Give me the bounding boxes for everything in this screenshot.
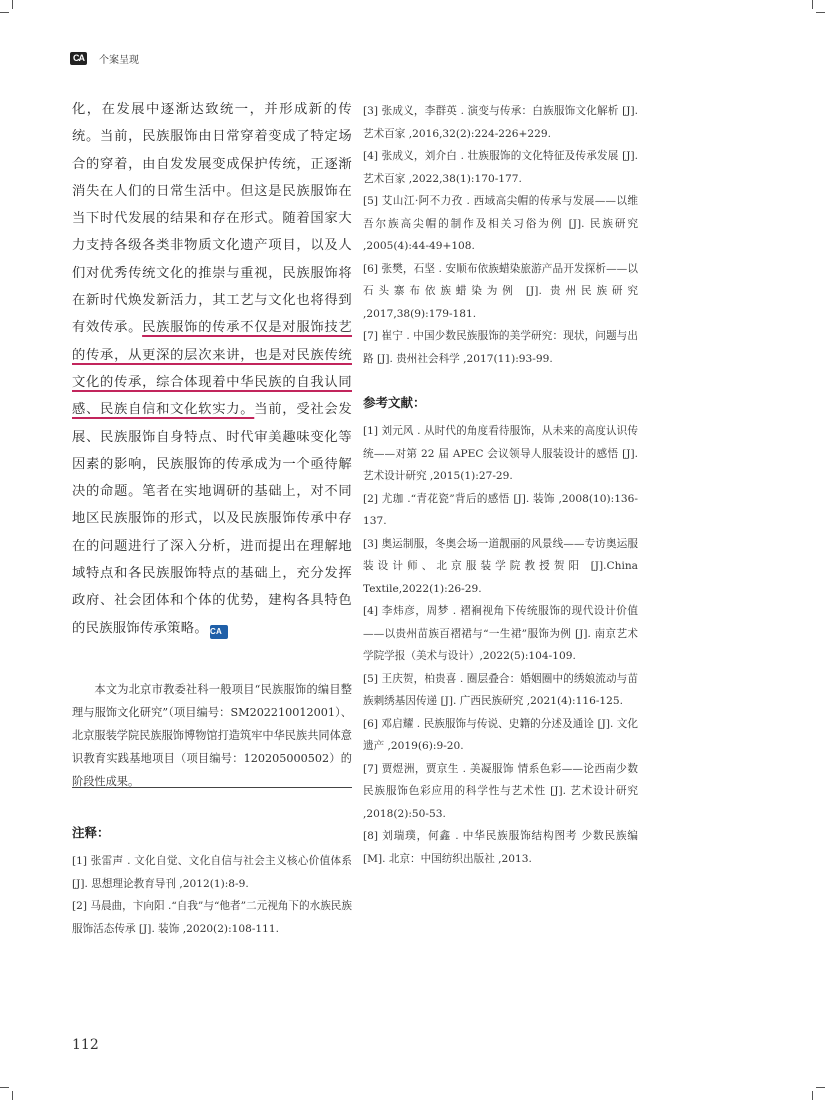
body-text: 当前，受社会发展、民族服饰自身特点、时代审美趣味变化等因素的影响，民族服饰的传承成为一个亟待解决的命题。笔者在实地调研的基础上，对不同地区民族服饰的形式，以及民族服饰传承中存在的问题进行了深入分析，进而提出在理解地域特点和各民族服饰特点的基础上，充分发挥政府、社会团体和个体的优势，建构各具特色的民族服饰传承策略。 xyxy=(72,402,352,636)
reference-item: [1] 刘元风 . 从时代的角度看待服饰，从未来的高度认识传统——对第 22 届 APEC 会议领导人服装设计的感悟 [J]. 艺术设计研究 ,2015(1):27-29. xyxy=(363,425,638,482)
reference-item: [4] 李炜彦，周梦 . 褶裥视角下传统服饰的现代设计价值——以贵州苗族百褶裙与“一生裙”服饰为例 [J]. 南京艺术学院学报（美术与设计）,2022(5):104-109. xyxy=(363,605,638,662)
reference-item: [2] 尤珈 .“青花瓷”背后的感悟 [J]. 装饰 ,2008(10):136-137. xyxy=(363,492,638,527)
body-text: 化，在发展中逐渐达致统一，并形成新的传统。当前，民族服饰由日常穿着变成了特定场合的穿着，由自发发展变成保护传统，正逐渐消失在人们的日常生活中。但这是民族服饰在当下时代发展的结果和存在形式。随着国家大力支持各级各类非物质文化遗产项目，以及人们对优秀传统文化的推崇与重视，民族服饰将在新时代焕发新活力，其工艺与文化也将得到有效传承。 xyxy=(72,102,352,336)
note-item: [7] 崔宁 . 中国少数民族服饰的美学研究：现状，问题与出路 [J]. 贵州社会科学 ,2017(11):93-99. xyxy=(363,330,638,365)
page-number: 112 xyxy=(72,1037,99,1053)
reference-item: [3] 奥运制服，冬奥会场一道靓丽的风景线——专访奥运服装设计师、北京服装学院教授贺阳 [J].China Textile,2022(1):26-29. xyxy=(363,537,638,595)
reference-item: [5] 王庆贺，柏贵喜 . 圈层叠合：婚姻圈中的绣娘流动与苗族刺绣基因传递 [J]. 广西民族研究 ,2021(4):116-125. xyxy=(363,672,638,707)
highlighted-text: 民族服饰的传承不仅是对服饰技艺的传承，从更深的层次来讲，也是对民族传统文化的传承，综合体现着中华民族的自我认同感、民族自信和文化软实力。 xyxy=(72,320,353,418)
crop-mark-bottom-right xyxy=(812,1091,813,1100)
reference-item: [8] 刘瑞璞，何鑫 . 中华民族服饰结构图考 少数民族编 [M]. 北京：中国纺织出版社 ,2013. xyxy=(363,830,638,865)
note-item: [6] 张樊，石坚 . 安顺布依族蜡染旅游产品开发探析——以石头寨布依族蜡染为例 [J]. 贵州民族研究 ,2017,38(9):179-181. xyxy=(363,262,638,320)
notes-heading: 注释： xyxy=(72,826,110,840)
crop-mark-bottom-left xyxy=(0,1087,9,1088)
references-heading: 参考文献： xyxy=(363,396,426,410)
running-header xyxy=(70,50,139,66)
body-paragraph xyxy=(72,96,352,642)
note-item: [4] 张成义，刘介白 . 壮族服饰的文化特征及传承发展 [J]. 艺术百家 ,2022,38(1):170-177. xyxy=(363,150,638,185)
notes-section xyxy=(72,823,352,940)
note-item: [2] 马晨曲，卞向阳 .“自我”与“他者”二元视角下的水族民族服饰活态传承 [J]. 装饰 ,2020(2):108-111. xyxy=(72,900,352,935)
reference-item: [6] 邓启耀 . 民族服饰与传说、史籍的分述及通诠 [J]. 文化遗产 ,2019(6):9-20. xyxy=(363,717,638,752)
funding-note: 本文为北京市教委社科一般项目“民族服饰的编目整理与服饰文化研究”（项目编号：SM202210012001）、北京服装学院民族服饰博物馆打造筑牢中华民族共同体意识教育实践基地项目（项目编号：120205000502）的阶段性成果。 xyxy=(72,682,352,788)
note-item: [5] 艾山江·阿不力孜 . 西域高尖帽的传承与发展——以维吾尔族高尖帽的制作及相关习俗为例 [J]. 民族研究 ,2005(4):44-49+108. xyxy=(363,195,638,252)
crop-mark-top-left xyxy=(0,12,9,13)
crop-mark-top-left xyxy=(12,0,13,9)
journal-logo: CA xyxy=(70,52,87,65)
crop-mark-bottom-left xyxy=(12,1091,13,1100)
divider xyxy=(72,787,352,788)
section-name: 个案呈现 xyxy=(99,54,139,66)
right-column xyxy=(363,100,638,870)
note-item: [1] 张雷声 . 文化自觉、文化自信与社会主义核心价值体系 [J]. 思想理论教育导刊 ,2012(1):8-9. xyxy=(72,855,352,890)
crop-mark-top-right xyxy=(816,12,825,13)
left-column xyxy=(72,96,352,793)
reference-item: [7] 贾煜洲，贾京生 . 美凝服饰 情系色彩——论西南少数民族服饰色彩应用的科学性与艺术性 [J]. 艺术设计研究 ,2018(2):50-53. xyxy=(363,762,638,820)
note-item: [3] 张成义，李群英 . 演变与传承：白族服饰文化解析 [J]. 艺术百家 ,2016,32(2):224-226+229. xyxy=(363,105,638,140)
crop-mark-top-right xyxy=(812,0,813,9)
crop-mark-bottom-right xyxy=(816,1087,825,1088)
end-mark-icon: CA xyxy=(210,625,228,639)
